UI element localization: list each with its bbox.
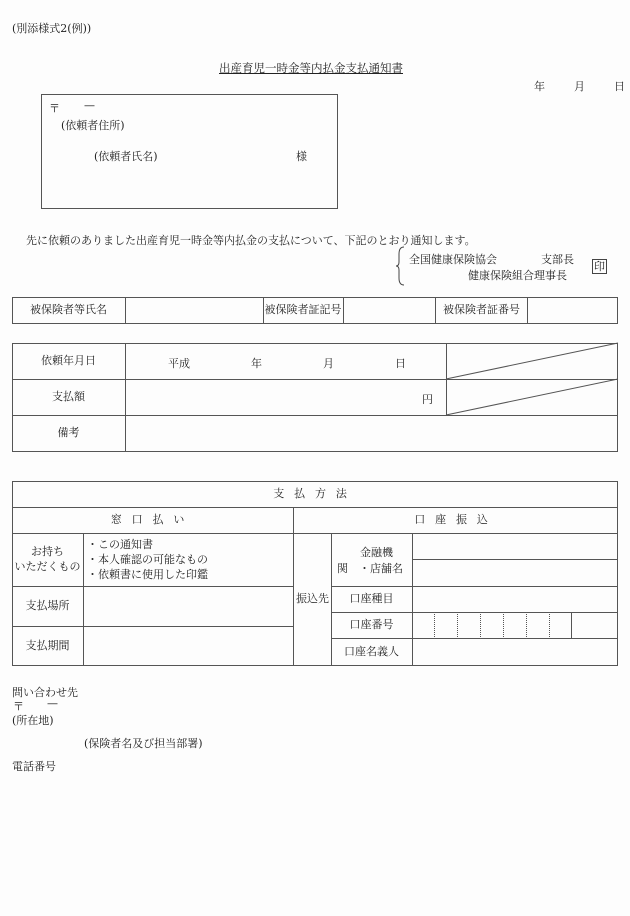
request-day-label: 日 — [395, 357, 406, 370]
branch-name-field[interactable] — [413, 560, 618, 586]
account-holder-field[interactable] — [413, 638, 618, 666]
account-type-label: 口座種目 — [349, 591, 394, 605]
requester-name-label: (依頼者氏名) — [94, 150, 158, 163]
yen-unit: 円 — [422, 393, 433, 406]
date-year: 年 — [534, 80, 545, 93]
items-to-bring-label: お持ち いただくもの — [14, 544, 81, 573]
account-type-field[interactable] — [413, 586, 618, 612]
issuer-union: 健康保険組合理事長 — [468, 269, 567, 282]
payment-period-label: 支払期間 — [25, 638, 70, 652]
honorific: 様 — [296, 150, 307, 163]
account-number-field[interactable] — [413, 612, 571, 638]
issuer-org: 全国健康保険協会 — [409, 253, 497, 266]
contact-postal-dash: — — [47, 697, 58, 710]
payment-period-field[interactable] — [84, 626, 293, 666]
contact-heading: 問い合わせ先 — [12, 686, 78, 699]
payment-place-label: 支払場所 — [25, 598, 70, 612]
notice-body: 先に依頼のありました出産育児一時金等内払金の支払について、下記のとおり通知します。 — [26, 234, 476, 247]
insurer-department-label: (保険者名及び担当部署) — [84, 737, 203, 750]
insured-number-label: 被保険者証番号 — [443, 303, 520, 317]
insured-name-field[interactable] — [126, 297, 263, 324]
contact-location-label: (所在地) — [12, 714, 54, 727]
era-label: 平成 — [168, 357, 190, 370]
insured-symbol-field[interactable] — [344, 297, 435, 324]
list-item: ・依頼書に使用した印鑑 — [87, 568, 208, 581]
bank-transfer-header: 口座振込 — [414, 512, 498, 526]
list-item: ・本人確認の可能なもの — [87, 553, 208, 566]
contact-postal-mark: 〒 — [13, 700, 24, 713]
address-box — [41, 94, 338, 209]
account-holder-label: 口座名義人 — [344, 644, 399, 658]
postal-dash: — — [84, 99, 95, 112]
bank-branch-label-line1: 金融機 — [360, 546, 393, 559]
document-title: 出産育児一時金等内払金支払通知書 — [219, 61, 403, 75]
diagonal-strike — [446, 343, 618, 415]
account-number-label: 口座番号 — [349, 617, 394, 631]
counter-payment-header: 窓口払い — [110, 512, 195, 526]
request-year-label: 年 — [251, 357, 262, 370]
list-item: ・この通知書 — [87, 538, 153, 551]
seal-mark: 印 — [594, 260, 605, 273]
transfer-to-label: 振込先 — [296, 592, 329, 606]
items-to-bring-list — [87, 537, 208, 582]
brace-icon — [395, 246, 405, 286]
insured-number-field[interactable] — [528, 297, 617, 324]
date-day: 日 — [614, 80, 625, 93]
request-month-label: 月 — [323, 357, 334, 370]
issue-date — [534, 78, 625, 94]
insured-symbol-label: 被保険者証記号 — [264, 303, 342, 317]
payment-place-field[interactable] — [84, 586, 293, 626]
postal-mark: 〒 — [49, 102, 60, 115]
request-date-label: 依頼年月日 — [41, 353, 96, 367]
requester-address-label: (依頼者住所) — [61, 119, 125, 132]
bank-name-field[interactable] — [413, 533, 618, 559]
amount-label: 支払額 — [52, 389, 85, 403]
issuer-title: 支部長 — [541, 253, 574, 266]
bank-branch-label-line2: 関 ・店舗名 — [337, 562, 403, 575]
phone-number-label: 電話番号 — [12, 760, 56, 773]
insured-name-label: 被保険者等氏名 — [30, 303, 107, 317]
remarks-field[interactable] — [126, 415, 617, 452]
payment-method-header: 支払方法 — [273, 486, 357, 500]
remarks-label: 備考 — [57, 426, 80, 440]
date-month: 月 — [574, 80, 585, 93]
form-label: (別添様式2(例)) — [12, 22, 92, 35]
